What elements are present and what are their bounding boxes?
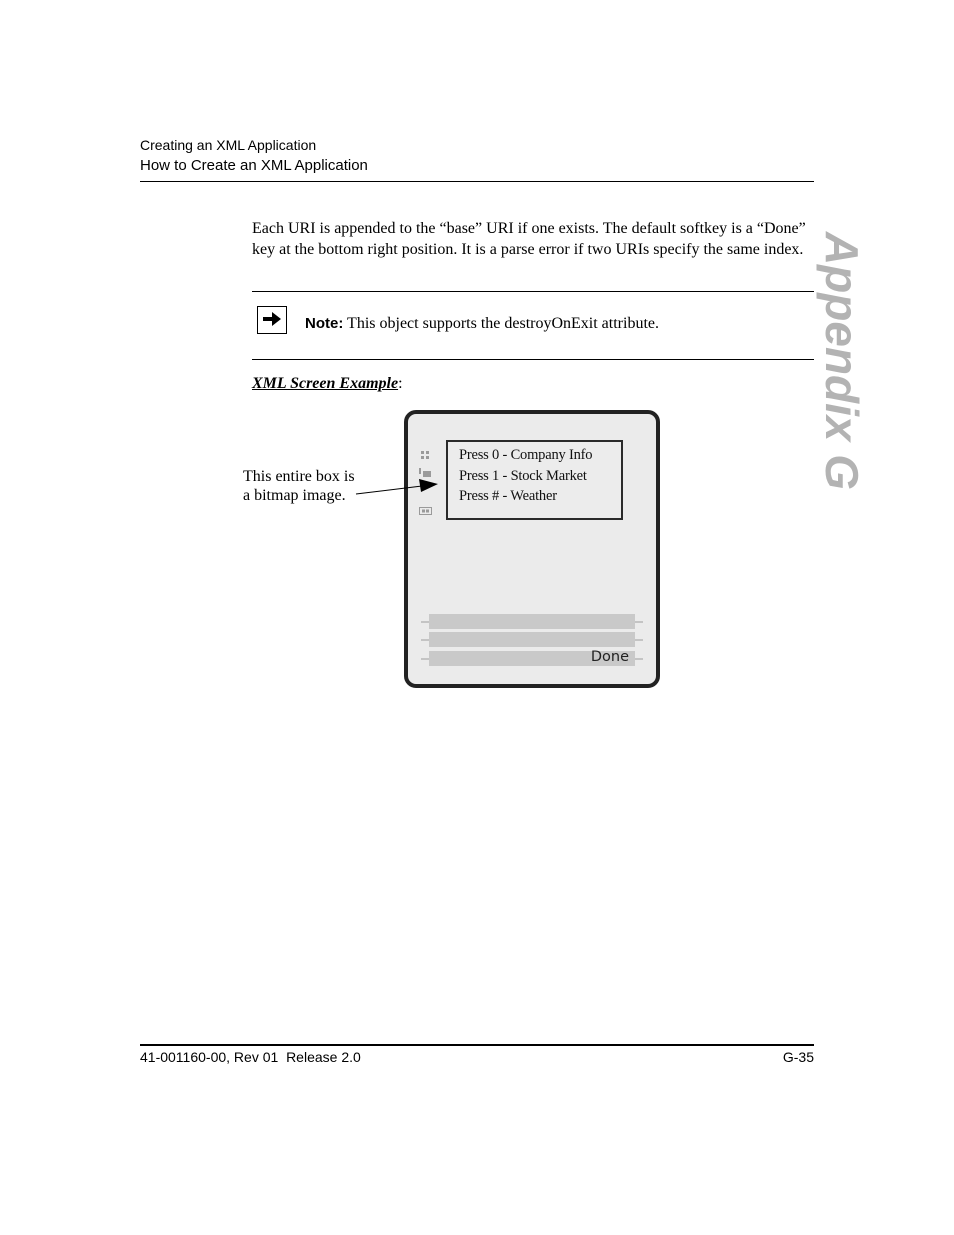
chapter-header: Creating an XML Application (140, 137, 317, 153)
body-paragraph: Each URI is appended to the “base” URI if one exists. The default softkey is a “Done” key at the bottom right position. It is a parse error if two URIs specify the same index. (252, 220, 806, 258)
done-softkey-label: Done (590, 649, 629, 665)
example-title-suffix: : (398, 375, 403, 392)
example-title-link[interactable]: XML Screen Example (252, 375, 399, 392)
bitmap-line-2: Press 1 - Stock Market (459, 468, 587, 484)
bitmap-line-3: Press # - Weather (459, 488, 557, 504)
callout-line-2: a bitmap image. (243, 487, 346, 504)
callout-line-1: This entire box is (243, 468, 355, 485)
footer-divider (140, 1044, 814, 1046)
footer-page-number: G-35 (782, 1049, 814, 1065)
footer-doc-id: 41-001160-00, Rev 01 Release 2.0 (140, 1049, 361, 1065)
section-header: How to Create an XML Application (140, 157, 368, 174)
note-label: Note: (305, 315, 344, 332)
appendix-label: Appendix G (816, 231, 868, 491)
note-body: This object supports the destroyOnExit attribute. (347, 315, 659, 332)
bitmap-line-1: Press 0 - Company Info (459, 447, 593, 463)
